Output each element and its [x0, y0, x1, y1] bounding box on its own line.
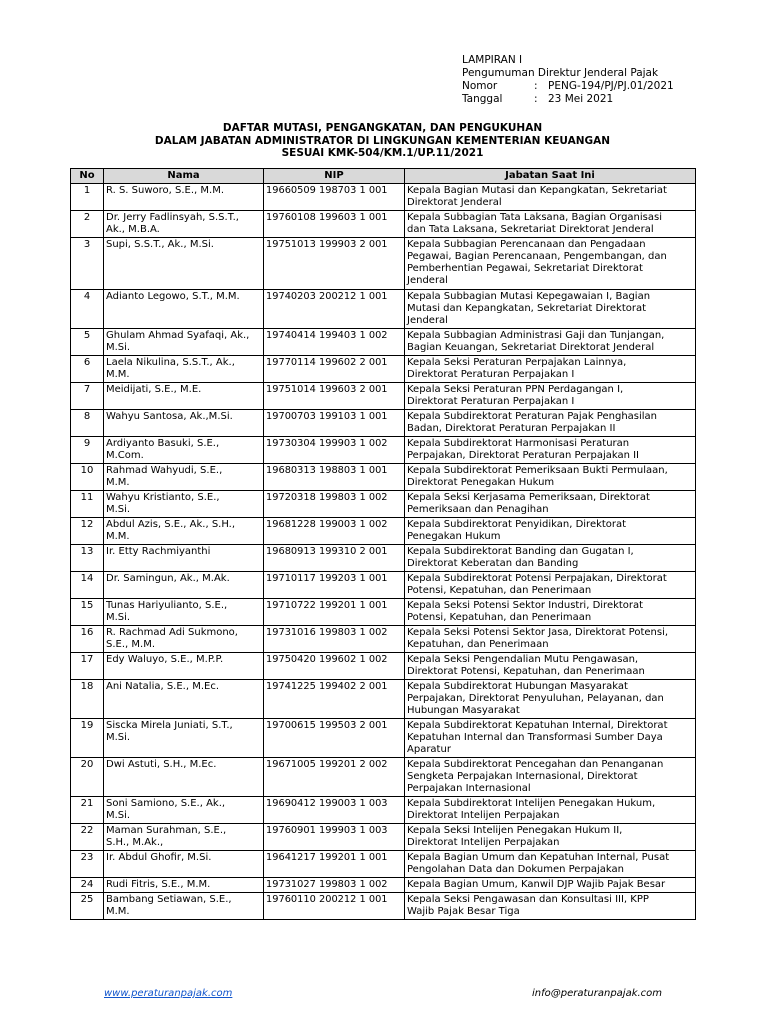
website-link[interactable]: www.peraturanpajak.com	[104, 988, 233, 999]
header-nama: Nama	[104, 169, 264, 184]
cell-nip: 19750420 199602 1 002	[264, 653, 405, 680]
nomor-value: PENG-194/PJ/PJ.01/2021	[548, 80, 674, 92]
cell-jabatan: Kepala Subdirektorat Banding dan Gugatan I, Direktorat Keberatan dan Banding	[405, 545, 696, 572]
cell-nama: Maman Surahman, S.E., S.H., M.Ak.,	[104, 824, 264, 851]
cell-nama: Meidijati, S.E., M.E.	[104, 383, 264, 410]
cell-no: 14	[71, 572, 104, 599]
cell-nip: 19660509 198703 1 001	[264, 184, 405, 211]
cell-nip: 19731027 199803 1 002	[264, 878, 405, 893]
cell-nip: 19710117 199203 1 001	[264, 572, 405, 599]
contact-email: info@peraturanpajak.com	[532, 988, 663, 999]
attachment-subtitle: Pengumuman Direktur Jenderal Pajak	[462, 67, 659, 79]
nomor-colon: :	[534, 80, 538, 92]
table-row	[71, 851, 696, 878]
nomor-row	[462, 80, 674, 93]
table-header-row	[71, 169, 696, 184]
tanggal-value: 23 Mei 2021	[548, 93, 614, 105]
attachment-header	[462, 54, 674, 106]
cell-nip: 19680913 199310 2 001	[264, 545, 405, 572]
cell-nama: Bambang Setiawan, S.E., M.M.	[104, 893, 264, 920]
cell-nip: 19751013 199903 2 001	[264, 238, 405, 290]
cell-no: 4	[71, 290, 104, 329]
cell-no: 3	[71, 238, 104, 290]
cell-jabatan: Kepala Seksi Peraturan PPN Perdagangan I, Direktorat Peraturan Perpajakan I	[405, 383, 696, 410]
cell-nama: Adianto Legowo, S.T., M.M.	[104, 290, 264, 329]
tanggal-colon: :	[534, 93, 538, 105]
cell-nama: Wahyu Kristianto, S.E., M.Si.	[104, 491, 264, 518]
cell-no: 17	[71, 653, 104, 680]
table-row	[71, 290, 696, 329]
mutation-table	[70, 168, 696, 920]
table-row	[71, 518, 696, 545]
header-no: No	[71, 169, 104, 184]
cell-no: 18	[71, 680, 104, 719]
cell-jabatan: Kepala Subdirektorat Pemeriksaan Bukti Permulaan, Direktorat Penegakan Hukum	[405, 464, 696, 491]
cell-nip: 19700703 199103 1 001	[264, 410, 405, 437]
table-row	[71, 410, 696, 437]
table-row	[71, 211, 696, 238]
header-jabatan: Jabatan Saat Ini	[405, 169, 696, 184]
cell-nama: Rudi Fitris, S.E., M.M.	[104, 878, 264, 893]
cell-jabatan: Kepala Subdirektorat Harmonisasi Peraturan Perpajakan, Direktorat Peraturan Perpajakan II	[405, 437, 696, 464]
cell-nip: 19751014 199603 2 001	[264, 383, 405, 410]
cell-no: 7	[71, 383, 104, 410]
table-row	[71, 653, 696, 680]
cell-nama: Wahyu Santosa, Ak.,M.Si.	[104, 410, 264, 437]
table-row	[71, 572, 696, 599]
cell-no: 6	[71, 356, 104, 383]
cell-jabatan: Kepala Subdirektorat Intelijen Penegakan Hukum, Direktorat Intelijen Perpajakan	[405, 797, 696, 824]
table-row	[71, 797, 696, 824]
cell-nip: 19741225 199402 2 001	[264, 680, 405, 719]
cell-nip: 19731016 199803 1 002	[264, 626, 405, 653]
cell-jabatan: Kepala Seksi Pengawasan dan Konsultasi III, KPP Wajib Pajak Besar Tiga	[405, 893, 696, 920]
cell-no: 16	[71, 626, 104, 653]
cell-jabatan: Kepala Seksi Kerjasama Pemeriksaan, Direktorat Pemeriksaan dan Penagihan	[405, 491, 696, 518]
table-row	[71, 824, 696, 851]
cell-nip: 19770114 199602 2 001	[264, 356, 405, 383]
cell-jabatan: Kepala Subbagian Perencanaan dan Pengadaan Pegawai, Bagian Perencanaan, Pengembangan, dan Pemberhentian Pegawai, Sekretariat Direktorat Jenderal	[405, 238, 696, 290]
cell-no: 22	[71, 824, 104, 851]
cell-no: 24	[71, 878, 104, 893]
header-nip: NIP	[264, 169, 405, 184]
document-title	[70, 122, 695, 160]
cell-nip: 19671005 199201 2 002	[264, 758, 405, 797]
cell-no: 23	[71, 851, 104, 878]
cell-no: 25	[71, 893, 104, 920]
cell-nip: 19710722 199201 1 001	[264, 599, 405, 626]
cell-nip: 19740414 199403 1 002	[264, 329, 405, 356]
cell-nip: 19730304 199903 1 002	[264, 437, 405, 464]
cell-nip: 19681228 199003 1 002	[264, 518, 405, 545]
cell-no: 1	[71, 184, 104, 211]
table-row	[71, 464, 696, 491]
table-row	[71, 878, 696, 893]
table-row	[71, 680, 696, 719]
cell-no: 12	[71, 518, 104, 545]
cell-nip: 19720318 199803 1 002	[264, 491, 405, 518]
cell-nip: 19641217 199201 1 001	[264, 851, 405, 878]
tanggal-row	[462, 93, 674, 106]
cell-nip: 19760901 199903 1 003	[264, 824, 405, 851]
cell-no: 2	[71, 211, 104, 238]
cell-nama: Siscka Mirela Juniati, S.T., M.Si.	[104, 719, 264, 758]
cell-jabatan: Kepala Subdirektorat Potensi Perpajakan, Direktorat Potensi, Kepatuhan, dan Penerimaan	[405, 572, 696, 599]
cell-nama: Dwi Astuti, S.H., M.Ec.	[104, 758, 264, 797]
cell-no: 10	[71, 464, 104, 491]
cell-jabatan: Kepala Seksi Peraturan Perpajakan Lainnya, Direktorat Peraturan Perpajakan I	[405, 356, 696, 383]
cell-jabatan: Kepala Bagian Mutasi dan Kepangkatan, Sekretariat Direktorat Jenderal	[405, 184, 696, 211]
table-body	[71, 184, 696, 920]
cell-jabatan: Kepala Seksi Potensi Sektor Jasa, Direktorat Potensi, Kepatuhan, dan Penerimaan	[405, 626, 696, 653]
cell-jabatan: Kepala Subdirektorat Kepatuhan Internal, Direktorat Kepatuhan Internal dan Transformasi Sumber Daya Aparatur	[405, 719, 696, 758]
cell-nama: Supi, S.S.T., Ak., M.Si.	[104, 238, 264, 290]
cell-nama: Soni Samiono, S.E., Ak., M.Si.	[104, 797, 264, 824]
attachment-title: LAMPIRAN I	[462, 54, 523, 66]
cell-jabatan: Kepala Subbagian Tata Laksana, Bagian Organisasi dan Tata Laksana, Sekretariat Direktorat Jenderal	[405, 211, 696, 238]
cell-nip: 19760108 199603 1 001	[264, 211, 405, 238]
table-row	[71, 545, 696, 572]
cell-nip: 19740203 200212 1 001	[264, 290, 405, 329]
cell-nama: Ani Natalia, S.E., M.Ec.	[104, 680, 264, 719]
cell-jabatan: Kepala Subdirektorat Hubungan Masyarakat Perpajakan, Direktorat Penyuluhan, Pelayanan, dan Hubungan Masyarakat	[405, 680, 696, 719]
table-row	[71, 626, 696, 653]
title-line-2: DALAM JABATAN ADMINISTRATOR DI LINGKUNGAN KEMENTERIAN KEUANGAN	[154, 134, 611, 147]
cell-nama: Ghulam Ahmad Syafaqi, Ak., M.Si.	[104, 329, 264, 356]
table-row	[71, 329, 696, 356]
cell-nama: Dr. Samingun, Ak., M.Ak.	[104, 572, 264, 599]
cell-nama: Abdul Azis, S.E., Ak., S.H., M.M.	[104, 518, 264, 545]
table-row	[71, 491, 696, 518]
cell-nama: R. Rachmad Adi Sukmono, S.E., M.M.	[104, 626, 264, 653]
table-row	[71, 599, 696, 626]
cell-jabatan: Kepala Seksi Intelijen Penegakan Hukum II, Direktorat Intelijen Perpajakan	[405, 824, 696, 851]
cell-no: 20	[71, 758, 104, 797]
cell-nama: Dr. Jerry Fadlinsyah, S.S.T., Ak., M.B.A.	[104, 211, 264, 238]
cell-nama: Edy Waluyo, S.E., M.P.P.	[104, 653, 264, 680]
cell-nama: Laela Nikulina, S.S.T., Ak., M.M.	[104, 356, 264, 383]
cell-nip: 19700615 199503 2 001	[264, 719, 405, 758]
tanggal-label: Tanggal	[462, 93, 503, 105]
cell-jabatan: Kepala Subbagian Administrasi Gaji dan Tunjangan, Bagian Keuangan, Sekretariat Direktorat Jenderal	[405, 329, 696, 356]
cell-no: 15	[71, 599, 104, 626]
cell-no: 8	[71, 410, 104, 437]
cell-no: 21	[71, 797, 104, 824]
cell-no: 19	[71, 719, 104, 758]
cell-jabatan: Kepala Seksi Potensi Sektor Industri, Direktorat Potensi, Kepatuhan, dan Penerimaan	[405, 599, 696, 626]
table-row	[71, 437, 696, 464]
cell-nama: Ardiyanto Basuki, S.E., M.Com.	[104, 437, 264, 464]
table-row	[71, 719, 696, 758]
cell-jabatan: Kepala Bagian Umum dan Kepatuhan Internal, Pusat Pengolahan Data dan Dokumen Perpajakan	[405, 851, 696, 878]
cell-jabatan: Kepala Seksi Pengendalian Mutu Pengawasan, Direktorat Potensi, Kepatuhan, dan Penerimaan	[405, 653, 696, 680]
cell-jabatan: Kepala Subdirektorat Peraturan Pajak Penghasilan Badan, Direktorat Peraturan Perpajakan II	[405, 410, 696, 437]
cell-nama: Rahmad Wahyudi, S.E., M.M.	[104, 464, 264, 491]
cell-nip: 19680313 198803 1 001	[264, 464, 405, 491]
table-row	[71, 184, 696, 211]
cell-jabatan: Kepala Subdirektorat Pencegahan dan Penanganan Sengketa Perpajakan Internasional, Direktorat Perpajakan Internasional	[405, 758, 696, 797]
cell-nama: Tunas Hariyulianto, S.E., M.Si.	[104, 599, 264, 626]
cell-jabatan: Kepala Subdirektorat Penyidikan, Direktorat Penegakan Hukum	[405, 518, 696, 545]
table-row	[71, 356, 696, 383]
table-row	[71, 758, 696, 797]
cell-nip: 19690412 199003 1 003	[264, 797, 405, 824]
cell-no: 13	[71, 545, 104, 572]
table-row	[71, 238, 696, 290]
cell-no: 11	[71, 491, 104, 518]
table-row	[71, 893, 696, 920]
cell-no: 9	[71, 437, 104, 464]
cell-nama: R. S. Suworo, S.E., M.M.	[104, 184, 264, 211]
cell-jabatan: Kepala Bagian Umum, Kanwil DJP Wajib Pajak Besar	[405, 878, 696, 893]
title-line-3: SESUAI KMK-504/KM.1/UP.11/2021	[281, 147, 484, 159]
table-row	[71, 383, 696, 410]
cell-jabatan: Kepala Subbagian Mutasi Kepegawaian I, Bagian Mutasi dan Kepangkatan, Sekretariat Direktorat Jenderal	[405, 290, 696, 329]
nomor-label: Nomor	[462, 80, 498, 92]
cell-nip: 19760110 200212 1 001	[264, 893, 405, 920]
title-line-1: DAFTAR MUTASI, PENGANGKATAN, DAN PENGUKUHAN	[222, 122, 543, 134]
cell-nama: Ir. Etty Rachmiyanthi	[104, 545, 264, 572]
cell-no: 5	[71, 329, 104, 356]
cell-nama: Ir. Abdul Ghofir, M.Si.	[104, 851, 264, 878]
